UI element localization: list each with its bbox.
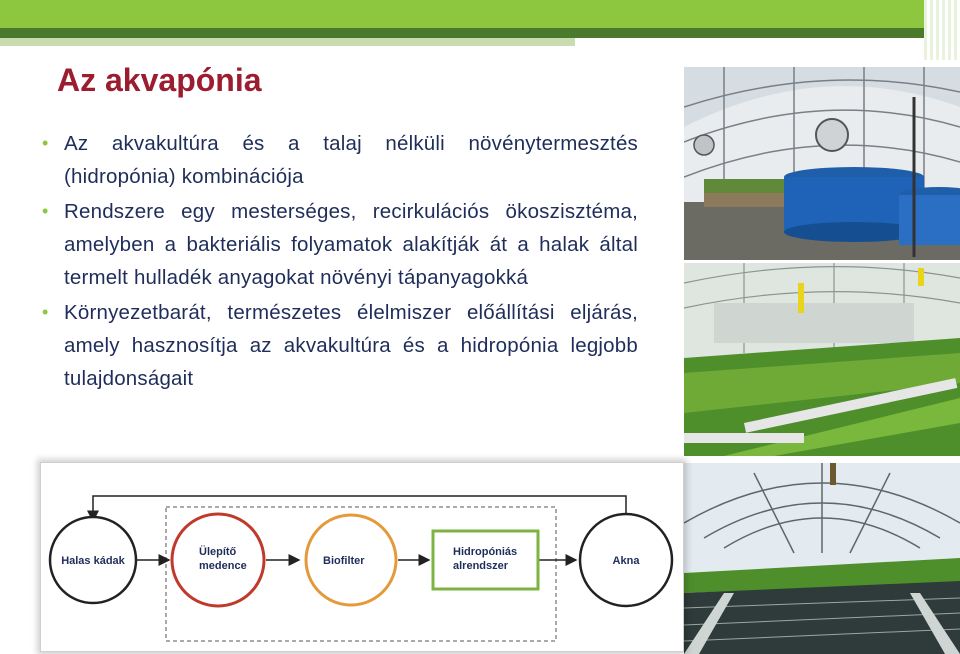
node-label: alrendszer: [453, 560, 509, 572]
node-label: medence: [199, 560, 247, 572]
node-label: Hidropóniás: [453, 546, 518, 558]
flow-diagram-svg: [41, 463, 683, 651]
node-label: Biofilter: [323, 555, 365, 567]
bullet-list: [42, 127, 638, 397]
bullet-item: • Környezetbarát, természetes élelmiszer előállítási eljárás, amely hasznosítja az akvakultúra és a hidropónia legjobb tulajdonságait: [42, 296, 638, 395]
node-label: Halas kádak: [61, 555, 125, 567]
aquaponics-flow-diagram: [40, 462, 684, 652]
photo-grow-beds: [684, 263, 960, 456]
photo-raft-tanks: [684, 463, 960, 654]
bullet-item: • Az akvakultúra és a talaj nélküli növénytermesztés (hidropónia) kombinációja: [42, 127, 638, 193]
photo-fish-tanks: [684, 67, 960, 260]
node-label: Akna: [612, 555, 640, 567]
top-accent-bar: [0, 0, 960, 28]
bullet-item: • Rendszere egy mesterséges, recirkulációs ökoszisztéma, amelyben a bakteriális folyamatok alakítják át a halak által termelt hulladék anyagokat növényi tápanyagokká: [42, 195, 638, 294]
top-accent-bar-dark: [0, 28, 960, 38]
slide-title: Az akvapónia: [57, 62, 262, 98]
node-label: Ülepítő: [199, 546, 237, 558]
top-accent-bar-light: [0, 38, 575, 46]
corner-decoration: [924, 0, 960, 60]
